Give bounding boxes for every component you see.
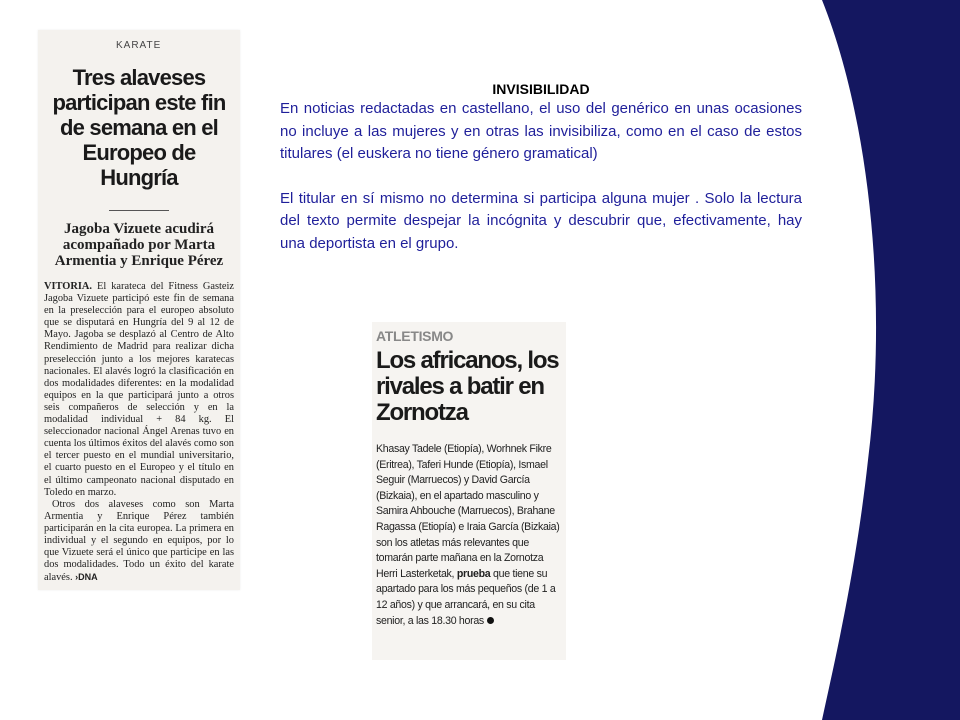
clipping-paragraph-2: Otros dos alaveses como son Marta Armentia y Enrique Pérez también participarán en la cita europea. La primera en individual y el segundo en equipos, por lo que Vizuete será el único que participe en las dos modalidades. Todo un éxito del karate alavés. bbox=[44, 498, 234, 584]
clipping-body-end: que tiene su apartado para los más pequeños (de 1 a 12 años) y que arrancará, en su cita senior, a las 18.30 horas bbox=[376, 567, 556, 627]
clipping-subheadline: Jagoba Vizuete acudirá acompañado por Marta Armentia y Enrique Pérez bbox=[54, 221, 224, 269]
karate-news-clipping bbox=[38, 30, 240, 590]
clipping-body-text: Khasay Tadele (Etiopía), Worhnek Fikre (Eritrea), Taferi Hunde (Etiopía), Ismael Seguir (Marruecos) y David García (Bizkaia), en el apartado masculino y Samira Ahbouche (Marruecos), Brahane Ragassa (Etiopía) e Iraia García (Bizkaia) son los atletas más relevantes que tomarán parte mañana en la Zornotza Herri Lasterketak, bbox=[376, 443, 560, 580]
clipping-paragraph-1: El karateca del Fitness Gasteiz Jagoba Vizuete participó este fin de semana en la preselección para el europeo absoluto que se disputará en Hungría del 9 al 12 de Mayo. Jagoba se desplazó al Centro de Alto Rendimiento de Madrid para realizar dicha preselección junto a los mejores karatecas nacionales. El alavés logró la clasificación en dos modalidades diferentes: en la modalidad equipos en la que participará junto a otros seis compañeros de selección y en la modalidad individual + 84 kg. El seleccionador nacional Ángel Arenas tuvo en cuenta los últimos éxitos del alavés como son el tercer puesto en el mundial universitario, el cuarto puesto en el Europeo y el título en el último campeonato nacional disputado en Toledo en marzo. bbox=[44, 281, 234, 498]
explanation-paragraph-1: En noticias redactadas en castellano, el uso del genérico en unas ocasiones no incluye a las mujeres y en otras las invisibiliza, como en el caso de estos titulares (el euskera no tiene género gramatical) bbox=[280, 100, 802, 162]
atletismo-news-clipping bbox=[372, 322, 566, 660]
clipping-headline: Tres alaveses participan este fin de semana en el Europeo de Hungría bbox=[52, 65, 226, 190]
clipping-body bbox=[44, 281, 234, 584]
explanation-paragraph-2: El titular en sí mismo no determina si participa alguna mujer . Solo la lectura del texto permite despejar la incógnita y descubrir que, efectivamente, hay una deportista en el grupo. bbox=[280, 189, 802, 252]
divider bbox=[109, 210, 169, 211]
explanation-title: INVISIBILIDAD bbox=[492, 81, 590, 97]
clipping-headline: Los africanos, los rivales a batir en Zornotza bbox=[376, 347, 559, 426]
clipping-body-bold: prueba bbox=[456, 567, 491, 580]
clipping-body bbox=[376, 442, 564, 629]
clipping-lead: VITORIA. bbox=[44, 281, 93, 292]
end-bullet-icon bbox=[487, 617, 494, 624]
clipping-signature: ›DNA bbox=[75, 572, 98, 583]
clipping-section-label: ATLETISMO bbox=[376, 328, 454, 344]
paragraph-spacer bbox=[280, 166, 802, 188]
clipping-section-label: KARATE bbox=[116, 40, 162, 51]
navy-curve-band bbox=[822, 0, 960, 720]
explanation-text-box bbox=[280, 80, 802, 255]
